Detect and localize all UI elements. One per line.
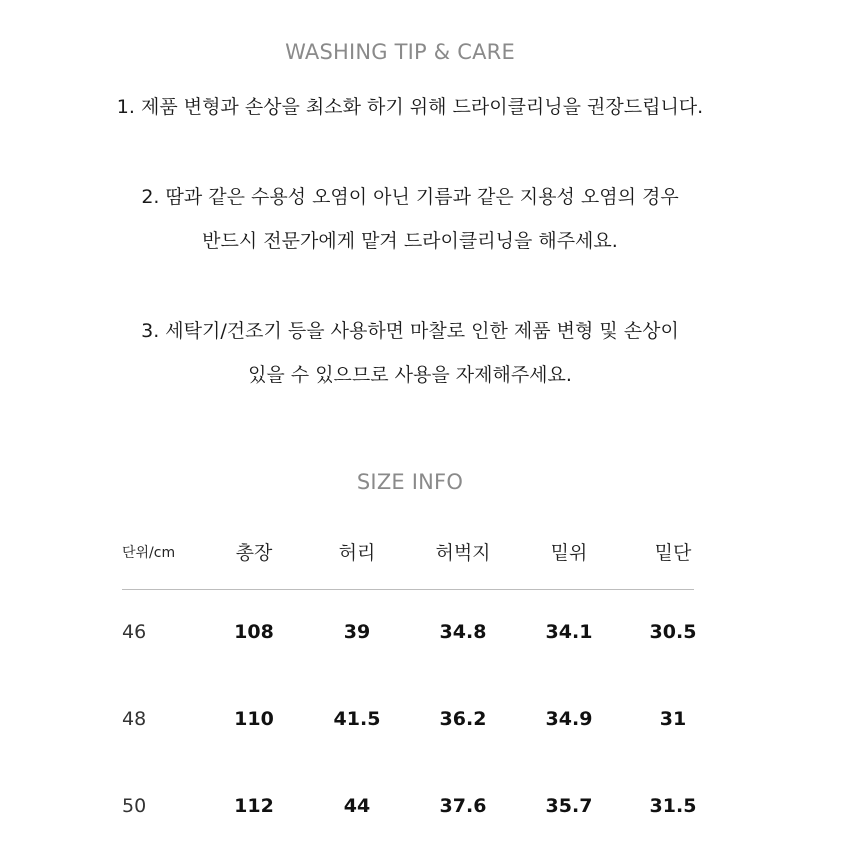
column-header-waist: 허리 [338,542,376,564]
column-header-thigh: 허벅지 [435,542,491,564]
hem-value: 30.5 [649,621,697,643]
length-value: 108 [234,621,274,643]
unit-header: 단위/cm [122,545,176,561]
table-row [122,612,697,652]
washing-title: WASHING TIP & CARE [285,40,515,64]
thigh-value: 37.6 [439,795,487,817]
care-line-1: 1. 제품 변형과 손상을 최소화 하기 위해 드라이클리닝을 권장드립니다. [116,96,704,118]
care-line-3: 반드시 전문가에게 맡겨 드라이클리닝을 해주세요. [202,230,618,252]
size-label: 50 [122,795,147,817]
waist-value: 41.5 [333,708,381,730]
thigh-value: 36.2 [439,708,487,730]
length-value: 112 [234,795,274,817]
size-label: 48 [122,708,147,730]
hem-value: 31 [659,708,687,730]
care-line-5: 있을 수 있으므로 사용을 자제해주세요. [248,364,572,386]
column-header-rise: 밑위 [550,542,588,564]
size-title: SIZE INFO [356,470,464,494]
table-row [122,699,694,739]
table-divider [122,589,694,590]
length-value: 110 [234,708,274,730]
rise-value: 34.1 [545,621,593,643]
size-label: 46 [122,621,147,643]
care-line-2: 2. 땀과 같은 수용성 오염이 아닌 기름과 같은 지용성 오염의 경우 [141,186,679,208]
size-table-header [122,533,694,573]
waist-value: 44 [343,795,371,817]
waist-value: 39 [343,621,371,643]
hem-value: 31.5 [649,795,697,817]
care-line-4: 3. 세탁기/건조기 등을 사용하면 마찰로 인한 제품 변형 및 손상이 [141,320,679,342]
thigh-value: 34.8 [439,621,487,643]
rise-value: 35.7 [545,795,593,817]
table-row [122,786,697,826]
rise-value: 34.9 [545,708,593,730]
column-header-hem: 밑단 [654,542,692,564]
column-header-length: 총장 [235,542,273,564]
